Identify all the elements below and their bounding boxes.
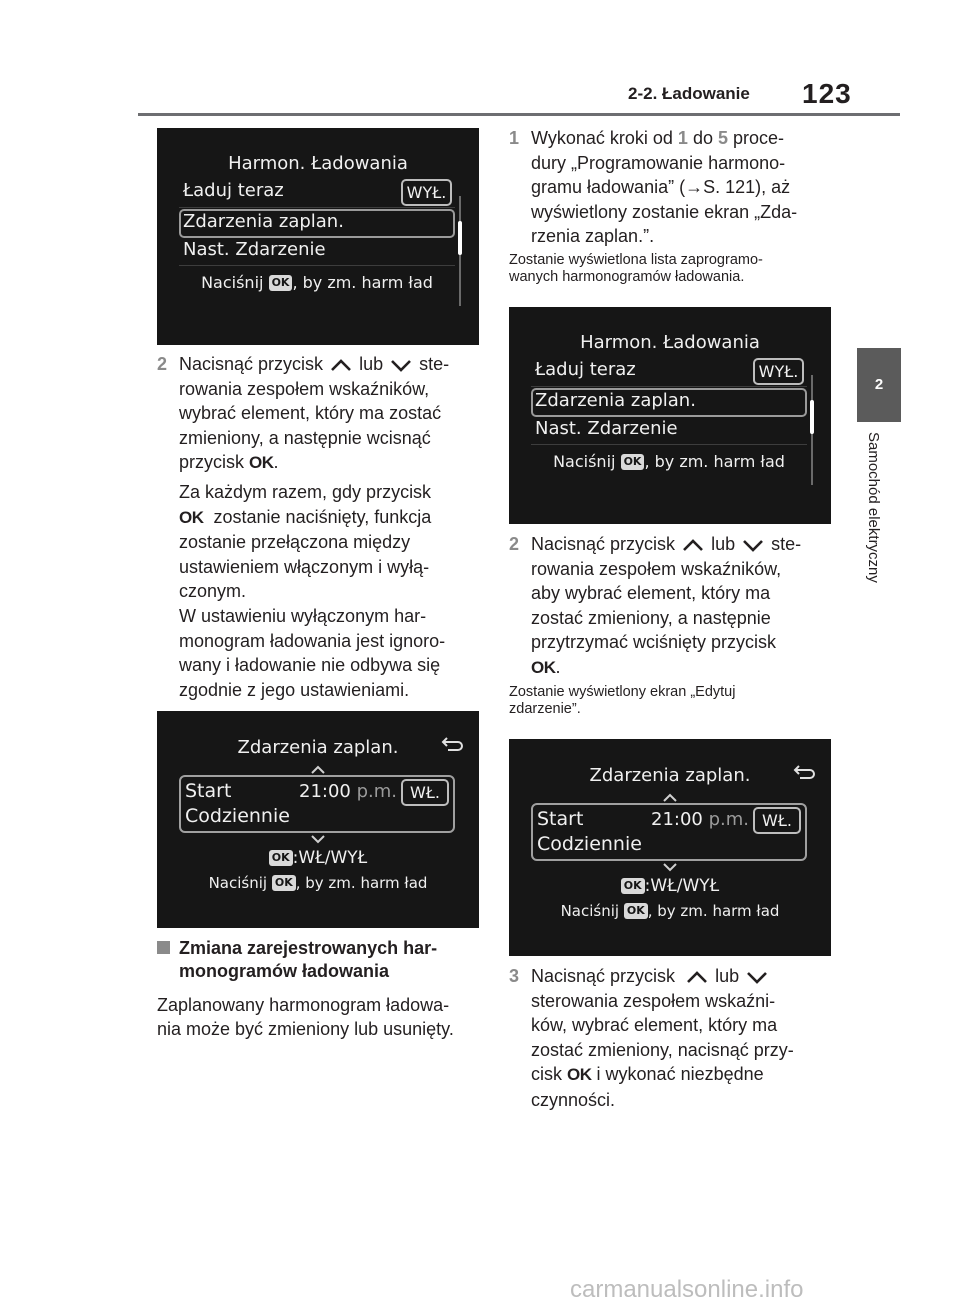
hint-text-pre: Naciśnij [560, 902, 620, 920]
event-start-label: Start [185, 780, 232, 802]
text: wanych harmonogramów ładowania. [509, 269, 745, 285]
hint-text-post: , by zm. harm ład [647, 902, 780, 920]
step-ref-number: 5 [717, 128, 728, 148]
text: przytrzymać wciśnięty przycisk [531, 632, 777, 653]
menu-divider [531, 444, 807, 445]
step-number: 2 [157, 354, 168, 374]
text: zostać zmieniony, nacisnąć przy- [531, 1039, 794, 1060]
text: dury „Programowanie harmono- [531, 152, 786, 173]
ok-button-icon: OK [269, 850, 293, 866]
event-time [299, 781, 397, 802]
text: rowania zespołem wskaźników, [531, 558, 782, 579]
ok-icon: OK [249, 453, 274, 473]
chevron-up-icon [662, 793, 678, 803]
section-header: 2-2. Ładowanie [628, 84, 750, 103]
ok-button-icon: OK [624, 903, 648, 919]
chevron-down-icon [740, 538, 766, 552]
chapter-title: Samochód elektryczny [865, 432, 882, 583]
ok-button-icon: OK [272, 875, 296, 891]
text: czonym. [179, 581, 247, 602]
ok-icon: OK [179, 507, 204, 527]
text: zgodnie z jego ustawieniami. [179, 679, 410, 700]
event-repeat: Codziennie [185, 805, 290, 827]
text: przycisk [179, 452, 245, 473]
hint-text-pre: Naciśnij [201, 273, 264, 292]
text: lub [715, 966, 740, 986]
text: wybrać element, który ma zostać [179, 403, 442, 424]
back-icon [440, 737, 464, 753]
text: monogramów ładowania [179, 961, 390, 981]
chevron-down-icon [744, 970, 770, 984]
text: rowania zespołem wskaźników, [179, 378, 430, 399]
menu-item-next-event: Nast. Zdarzenie [535, 418, 678, 439]
text: W ustawieniu wyłączonym har- [179, 605, 427, 626]
text: Zmiana zarejestrowanych har- [179, 938, 438, 958]
screen-title: Zdarzenia zaplan. [237, 737, 399, 758]
text: monogram ładowania jest ignoro- [179, 630, 446, 651]
text: :WŁ/WYŁ [292, 848, 368, 868]
text: Nacisnąć przycisk [179, 354, 324, 374]
screen-charging-menu-2 [509, 307, 831, 524]
text: Zaplanowany harmonogram ładowa- [157, 995, 450, 1015]
chevron-up-icon [310, 765, 326, 775]
text: ustawieniem włączonym i wyłą- [179, 556, 430, 577]
hint-text-pre: Naciśnij [553, 452, 616, 471]
event-time [651, 809, 749, 830]
menu-item-next-event: Nast. Zdarzenie [183, 239, 326, 260]
hint-text-post: , by zm. harm ład [644, 452, 785, 471]
event-repeat: Codziennie [537, 833, 642, 855]
toggle-on-badge: WŁ. [753, 807, 801, 834]
page-number: 123 [802, 78, 852, 109]
screen-title: Harmon. Ładowania [228, 153, 408, 174]
text: . [555, 656, 561, 677]
step-number: 3 [509, 966, 520, 986]
menu-item-charge-now: Ładuj teraz [183, 180, 284, 201]
text: zdarzenie”. [509, 701, 581, 717]
text: wany i ładowanie nie odbywa się [179, 655, 441, 676]
ampm-value: p.m. [708, 809, 750, 830]
toggle-on-badge: WŁ. [401, 779, 449, 806]
scrollbar-thumb [458, 221, 462, 255]
menu-divider [179, 207, 455, 208]
screen-hint [509, 902, 831, 920]
scrollbar-thumb [810, 400, 814, 434]
hint-text-post: , by zm. harm ład [295, 874, 428, 892]
note-1 [509, 252, 839, 286]
screen-scheduled-event-1 [157, 711, 479, 928]
menu-divider [179, 265, 455, 266]
note-2 [509, 684, 839, 718]
toggle-off-badge: WYŁ. [753, 358, 804, 385]
text: proce- [733, 128, 785, 148]
screen-title: Zdarzenia zaplan. [589, 765, 751, 786]
chevron-down-icon [388, 358, 414, 372]
menu-item-charge-now: Ładuj teraz [535, 359, 636, 380]
chapter-tab [857, 348, 901, 422]
screen-charging-menu-1 [157, 128, 479, 345]
ok-action-label [157, 848, 479, 868]
text: Za każdym razem, gdy przycisk [179, 482, 432, 502]
chevron-down-icon [662, 862, 678, 872]
text: zostać zmieniony, a następnie [531, 607, 771, 628]
ok-button-icon: OK [269, 275, 293, 291]
text: wyświetlony zostanie ekran „Zda- [531, 201, 798, 222]
text: Zostanie wyświetlona lista zaprogramo- [509, 252, 763, 268]
hint-text-post: , by zm. harm ład [292, 273, 433, 292]
text: Wykonać kroki od [531, 128, 673, 148]
screen-hint [167, 273, 467, 292]
chapter-number: 2 [874, 376, 884, 393]
text: i wykonać niezbędne [596, 1064, 764, 1085]
screen-hint [157, 874, 479, 892]
header-rule [138, 113, 900, 116]
text: Zostanie wyświetlony ekran „Edytuj [509, 684, 736, 700]
text: ste- [419, 354, 450, 374]
screen-title: Harmon. Ładowania [580, 332, 760, 353]
text: :WŁ/WYŁ [644, 876, 720, 896]
screen-hint [519, 452, 819, 471]
text: czynności. [531, 1089, 616, 1110]
ok-button-icon: OK [621, 878, 645, 894]
text: zostanie naciśnięty, funkcja [213, 506, 432, 527]
text: nia może być zmieniony lub usunięty. [157, 1019, 454, 1039]
text: sterowania zespołem wskaźni- [531, 990, 776, 1011]
text: lub [359, 354, 384, 374]
text: ków, wybrać element, który ma [531, 1015, 778, 1036]
text: aby wybrać element, który ma [531, 583, 771, 604]
hint-text-pre: Naciśnij [208, 874, 268, 892]
text: rzenia zaplan.”. [531, 226, 655, 247]
menu-divider [531, 386, 807, 387]
section-square-icon [157, 941, 170, 954]
chapter-title-vertical [857, 432, 901, 622]
time-value: 21:00 [651, 809, 703, 830]
text: lub [711, 534, 736, 554]
step-number: 2 [509, 534, 520, 554]
text: . [273, 452, 279, 473]
back-icon [792, 765, 816, 781]
text: Nacisnąć przycisk [531, 966, 676, 986]
menu-item-scheduled-events: Zdarzenia zaplan. [183, 211, 344, 232]
text: cisk [531, 1064, 562, 1085]
ok-button-icon: OK [621, 454, 645, 470]
text: gramu ładowania” (→S. 121), aż [531, 177, 791, 198]
chevron-down-icon [310, 834, 326, 844]
event-start-label: Start [537, 808, 584, 830]
text: zmieniony, a następnie wcisnąć [179, 427, 431, 448]
time-value: 21:00 [299, 781, 351, 802]
ampm-value: p.m. [356, 781, 398, 802]
menu-item-scheduled-events: Zdarzenia zaplan. [535, 390, 696, 411]
chevron-up-icon [680, 970, 710, 984]
text: zostanie przełączona między [179, 532, 411, 553]
watermark: carmanualsonline.info [570, 1276, 804, 1303]
text: ste- [771, 534, 802, 554]
ok-icon: OK [567, 1065, 592, 1085]
ok-action-label [509, 876, 831, 896]
text: Nacisnąć przycisk [531, 534, 676, 554]
ok-icon: OK [531, 657, 556, 677]
section-paragraph [157, 993, 487, 1041]
text: do [692, 128, 713, 148]
step-number: 1 [509, 128, 520, 148]
chevron-up-icon [328, 358, 354, 372]
step-ref-number: 1 [677, 128, 688, 148]
screen-scheduled-event-2 [509, 739, 831, 956]
chevron-up-icon [680, 538, 706, 552]
toggle-off-badge: WYŁ. [401, 179, 452, 206]
